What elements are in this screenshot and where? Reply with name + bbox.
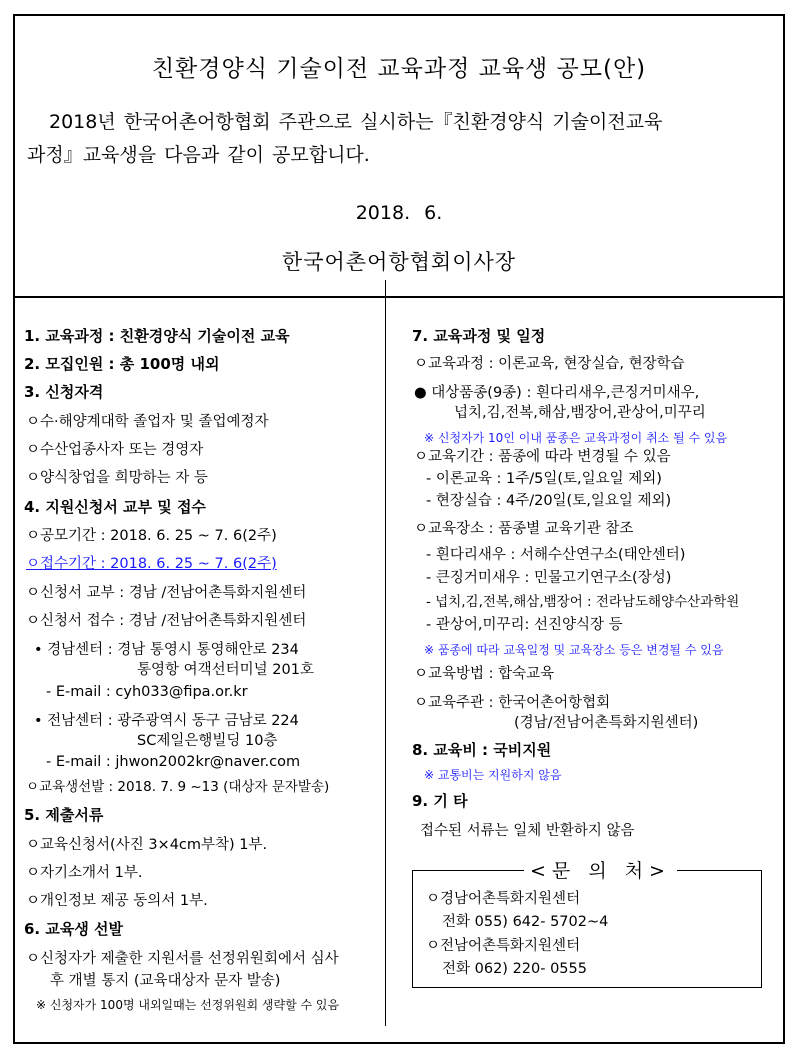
schedule-change-note: ※ 품종에 따라 교육일정 및 교육장소 등은 변경될 수 있음: [424, 643, 724, 657]
contact-jeonnam-phone: 전화 062) 220- 0555: [442, 961, 587, 977]
section-8-cost: 8. 교육비 : 국비지원: [412, 741, 552, 759]
intro-line-1: 2018년 한국어촌어항협회 주관으로 실시하는『친환경양식 기술이전교육: [49, 111, 663, 133]
course-duration: ㅇ교육기간 : 품종에 따라 변경될 수 있음: [414, 449, 671, 465]
target-species: ● 대상품종(9종) : 흰다리새우,큰징거미새우,: [414, 385, 700, 401]
location-item-4: - 관상어,미꾸리: 선진양식장 등: [426, 617, 623, 633]
cancellation-note: ※ 신청자가 10인 이내 품종은 교육과정이 취소 될 수 있음: [424, 431, 728, 445]
issuer-name: 한국어촌어항협회이사장: [281, 250, 517, 274]
application-period: ㅇ공모기간 : 2018. 6. 25 ~ 7. 6(2주): [26, 528, 277, 544]
other-notice: 접수된 서류는 일체 반환하지 않음: [420, 823, 635, 839]
jeonnam-email[interactable]: - E-mail : jhwon2002kr@naver.com: [46, 754, 301, 770]
location-item-1: - 흰다리새우 : 서해수산연구소(태안센터): [426, 547, 686, 563]
eligibility-item-3: ㅇ양식창업을 희망하는 자 등: [26, 470, 208, 486]
notice-date: 2018. 6.: [355, 202, 443, 224]
location-item-2: - 큰징거미새우 : 민물고기연구소(장성): [426, 570, 672, 586]
section-5-heading: 5. 제출서류: [24, 806, 104, 824]
section-2-capacity: 2. 모집인원 : 총 100명 내외: [24, 355, 220, 373]
gyeongnam-center-address-2: 통영항 여객선터미널 201호: [137, 662, 314, 678]
selection-process-2: 후 개별 통지 (교육대상자 문자 발송): [50, 973, 281, 989]
contact-jeonnam-name: ㅇ전남어촌특화지원센터: [426, 938, 581, 954]
section-3-heading: 3. 신청자격: [24, 383, 104, 401]
contact-gyeongnam-phone: 전화 055) 642- 5702~4: [442, 914, 609, 930]
target-species-2: 넙치,김,전복,해삼,뱀장어,관상어,미꾸리: [454, 405, 706, 421]
selection-schedule: ㅇ교육생선발 : 2018. 7. 9 ~13 (대상자 문자발송): [26, 779, 330, 795]
contact-gyeongnam-name: ㅇ경남어촌특화지원센터: [426, 891, 581, 907]
section-6-heading: 6. 교육생 선발: [24, 920, 124, 938]
selection-note: ※ 신청자가 100명 내외일때는 선정위원회 생략할 수 있음: [36, 998, 340, 1012]
section-4-heading: 4. 지원신청서 교부 및 접수: [24, 498, 206, 516]
page-title: 친환경양식 기술이전 교육과정 교육생 공모(안): [151, 56, 647, 82]
course-organizer-2: (경남/전남어촌특화지원센터): [514, 715, 699, 731]
form-distribution: ㅇ신청서 교부 : 경남 /전남어촌특화지원센터: [26, 585, 307, 601]
gyeongnam-email[interactable]: - E-mail : cyh033@fipa.or.kr: [46, 684, 248, 700]
notice-header: [15, 16, 783, 298]
location-item-3: - 넙치,김,전복,해삼,뱀장어 : 전라남도해양수산과학원: [426, 594, 740, 610]
section-9-heading: 9. 기 타: [412, 792, 468, 810]
intro-paragraph: [27, 106, 775, 172]
form-submission: ㅇ신청서 접수 : 경남 /전남어촌특화지원센터: [26, 613, 307, 629]
course-types: ㅇ교육과정 : 이론교육, 현장실습, 현장학습: [414, 356, 685, 372]
eligibility-item-1: ㅇ수·해양계대학 졸업자 및 졸업예정자: [26, 414, 269, 430]
document-item-1: ㅇ교육신청서(사진 3×4cm부착) 1부.: [26, 837, 268, 853]
contact-title: <문 의 처>: [524, 856, 677, 883]
intro-line-2: 과정』교육생을 다음과 같이 공모합니다.: [27, 144, 370, 166]
course-organizer: ㅇ교육주관 : 한국어촌어항협회: [414, 695, 611, 711]
document-item-2: ㅇ자기소개서 1부.: [26, 865, 143, 881]
course-method: ㅇ교육방법 : 합숙교육: [414, 666, 555, 682]
document-item-3: ㅇ개인정보 제공 동의서 1부.: [26, 893, 208, 909]
course-location: ㅇ교육장소 : 품종별 교육기관 참조: [414, 521, 634, 537]
gyeongnam-center-address: • 경남센터 : 경남 통영시 통영해안로 234: [34, 642, 299, 658]
section-7-heading: 7. 교육과정 및 일정: [412, 327, 546, 345]
jeonnam-center-address: • 전남센터 : 광주광역시 동구 금남로 224: [34, 713, 299, 729]
practice-duration: - 현장실습 : 4주/20일(토,일요일 제외): [426, 493, 672, 509]
column-divider: [385, 280, 386, 1026]
section-1-course: 1. 교육과정 : 친환경양식 기술이전 교육: [24, 327, 290, 345]
submission-period: ㅇ접수기간 : 2018. 6. 25 ~ 7. 6(2주): [26, 556, 277, 572]
jeonnam-center-address-2: SC제일은행빌딩 10층: [137, 733, 278, 749]
selection-process: ㅇ신청자가 제출한 지원서를 선정위원회에서 심사: [26, 951, 339, 967]
theory-duration: - 이론교육 : 1주/5일(토,일요일 제외): [426, 471, 662, 487]
eligibility-item-2: ㅇ수산업종사자 또는 경영자: [26, 442, 204, 458]
transport-note: ※ 교통비는 지원하지 않음: [424, 768, 562, 782]
